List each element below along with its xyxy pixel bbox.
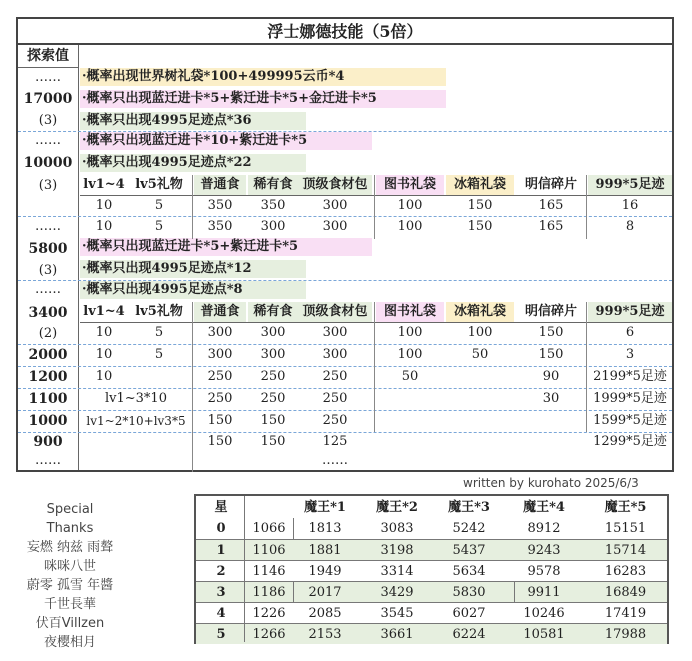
cell: 5	[154, 219, 164, 234]
divider	[374, 302, 375, 432]
divider	[586, 175, 587, 239]
star-row	[196, 623, 667, 644]
star-row	[196, 602, 667, 623]
cell: 250	[322, 391, 348, 406]
star-cell: 3545	[380, 606, 414, 621]
explore-1100: 1100	[28, 391, 68, 407]
cell: 165	[538, 198, 564, 213]
star-cell: 3083	[380, 521, 414, 536]
cell: 150	[207, 434, 233, 449]
star-cell: 10246	[523, 606, 565, 621]
cell: 250	[260, 369, 286, 384]
separator	[18, 410, 672, 411]
dots-label: ……	[35, 282, 61, 297]
cell: 300	[260, 347, 286, 362]
cell: 10	[95, 347, 113, 362]
cell: 50	[471, 347, 489, 362]
cell: 165	[538, 219, 564, 234]
thanks-name: 千世長華	[43, 597, 96, 612]
note-footprint-36: ·概率只出现4995足迹点*36	[80, 112, 306, 130]
column-divider	[78, 45, 79, 470]
cell: 10	[95, 219, 113, 234]
star-cell: 5437	[452, 543, 486, 558]
explore-2000: 2000	[28, 347, 68, 363]
cell: lv1~2*10+lv3*5	[86, 414, 186, 428]
cell: 250	[207, 391, 233, 406]
star-table	[194, 494, 669, 644]
dots-label: ……	[35, 70, 61, 85]
note-cards-17000: ·概率只出现蓝迁进卡*5+紫迁进卡*5+金迁进卡*5	[80, 90, 446, 108]
cell: 300	[322, 198, 348, 213]
cell: 100	[397, 198, 423, 213]
star-cell: 15151	[604, 521, 647, 536]
cell: 300	[322, 325, 348, 340]
skill-table	[16, 17, 674, 472]
cell: 350	[207, 198, 233, 213]
star-cell: 1066	[252, 521, 286, 536]
divider	[293, 581, 294, 602]
star-row	[196, 581, 667, 602]
col-footprint: 999*5足迹	[588, 302, 672, 322]
note-cards-5800: ·概率只出现蓝迁进卡*5+紫迁进卡*5	[80, 238, 372, 256]
cell: 250	[207, 369, 233, 384]
cell: ……	[322, 453, 348, 468]
cell: 6	[625, 325, 635, 340]
cell: 10	[95, 198, 113, 213]
star-cell: 10581	[523, 627, 565, 642]
star-cell: 3429	[380, 585, 414, 600]
separator	[18, 216, 672, 217]
col-book-bag: 图书礼袋	[376, 175, 444, 195]
star-cell: 5	[216, 627, 226, 642]
explore-10000: 10000	[23, 155, 73, 171]
author-credit: written by kurohato 2025/6/3	[463, 476, 639, 490]
thanks-name: 妄燃 纳兹 雨聱	[26, 540, 114, 555]
divider	[293, 518, 294, 539]
star-row	[196, 518, 667, 539]
star-cell: 6027	[452, 606, 486, 621]
star-row	[196, 539, 667, 560]
col-lv14: lv1~4	[83, 177, 125, 192]
cell: 350	[260, 198, 286, 213]
cell: 300	[207, 325, 233, 340]
divider	[192, 302, 193, 472]
star-cell: 5634	[452, 564, 486, 579]
explore-3400: 3400	[28, 305, 68, 321]
star-cell: 3198	[380, 543, 414, 558]
cell: 125	[322, 434, 348, 449]
divider	[80, 195, 672, 196]
cell: 3	[625, 347, 635, 362]
col-lv5: lv5礼物	[135, 304, 183, 319]
col-fridge-bag: 冰箱礼袋	[446, 302, 514, 322]
thanks-name: 伏百Villzen	[35, 616, 105, 631]
divider	[514, 581, 515, 602]
col-footprint: 999*5足迹	[588, 175, 672, 195]
cell: 1299*5足迹	[593, 434, 667, 449]
star-cell: 16849	[604, 585, 647, 600]
count-5800: (3)	[38, 263, 58, 278]
star-cell: 8912	[527, 521, 561, 536]
cell: 1599*5足迹	[593, 413, 667, 428]
star-cell: 2153	[308, 627, 342, 642]
dots-label: ……	[35, 133, 61, 148]
cell: 300	[207, 347, 233, 362]
cell: 250	[260, 391, 286, 406]
star-cell: 9911	[527, 585, 561, 600]
cell: 10	[95, 325, 113, 340]
cell: 300	[260, 325, 286, 340]
star-cell: 1949	[308, 564, 342, 579]
divider	[244, 496, 245, 642]
explore-5800: 5800	[28, 241, 68, 257]
cell: 50	[401, 369, 419, 384]
cell: 150	[260, 434, 286, 449]
col-rare-food: 稀有食	[248, 175, 298, 195]
star-cell: 17419	[604, 606, 647, 621]
star-cell: 3314	[380, 564, 414, 579]
col-normal-food: 普通食	[194, 175, 246, 195]
dots-label: ……	[35, 219, 61, 234]
special-thanks	[22, 500, 118, 652]
col-book-bag: 图书礼袋	[376, 302, 444, 322]
note-footprint-8: ·概率只出现4995足迹点*8	[80, 281, 306, 299]
star-cell: 2	[216, 564, 226, 579]
divider	[18, 67, 78, 68]
star-cell: 17988	[604, 627, 647, 642]
star-cell: 1186	[252, 585, 286, 600]
separator	[18, 366, 672, 367]
star-cell: 15714	[604, 543, 647, 558]
separator	[18, 388, 672, 389]
note-cards-10000: ·概率只出现蓝迁进卡*10+紫迁进卡*5	[80, 132, 372, 150]
count-3400: (2)	[38, 326, 58, 341]
cell: lv1~3*10	[105, 391, 167, 406]
star-cell: 16283	[604, 564, 647, 579]
cell: 100	[397, 325, 423, 340]
note-world-tree: ·概率出现世界树礼袋*100+499995云币*4	[80, 68, 446, 86]
star-col: 魔王*1	[304, 500, 346, 515]
cell: 350	[207, 219, 233, 234]
col-rare-food: 稀有食	[248, 302, 298, 322]
star-col: 魔王*5	[604, 500, 647, 515]
cell: 10	[95, 369, 113, 384]
cell: 16	[621, 198, 639, 213]
star-col: 魔王*2	[376, 500, 418, 515]
col-top-food: 顶级食材包	[298, 175, 372, 195]
dots-label: ……	[35, 453, 61, 468]
cell: 8	[625, 219, 635, 234]
count-17000: (3)	[38, 113, 58, 128]
thanks-name: 夜樱相月	[43, 635, 96, 650]
page-title: 浮士娜德技能（5倍）	[18, 19, 672, 45]
star-cell: 9578	[527, 564, 561, 579]
star-cell: 1106	[252, 543, 286, 558]
star-cell: 1146	[252, 564, 286, 579]
cell: 300	[260, 219, 286, 234]
col-postcard: 明信碎片	[524, 177, 577, 192]
cell: 150	[467, 219, 493, 234]
star-cell: 5242	[452, 521, 486, 536]
cell: 150	[538, 347, 564, 362]
star-col: 星	[214, 500, 228, 515]
star-cell: 4	[216, 606, 226, 621]
cell: 100	[397, 347, 423, 362]
cell: 150	[467, 198, 493, 213]
col-fridge-bag: 冰箱礼袋	[446, 175, 514, 195]
star-cell: 9243	[527, 543, 561, 558]
cell: 150	[207, 413, 233, 428]
cell: 2199*5足迹	[593, 369, 667, 384]
explore-1200: 1200	[28, 369, 68, 385]
explore-900: 900	[33, 434, 63, 450]
cell: 150	[538, 325, 564, 340]
cell: 300	[322, 347, 348, 362]
cell: 300	[322, 219, 348, 234]
star-cell: 0	[216, 521, 226, 536]
thanks-title: Special Thanks	[46, 502, 94, 536]
star-cell: 5830	[452, 585, 486, 600]
star-cell: 2017	[308, 585, 342, 600]
star-col: 魔王*4	[523, 500, 565, 515]
note-footprint-22: ·概率只出现4995足迹点*22	[80, 154, 306, 172]
cell: 100	[397, 219, 423, 234]
divider	[80, 322, 672, 323]
star-col: 魔王*3	[448, 500, 490, 515]
col-lv14: lv1~4	[83, 304, 125, 319]
explore-header: 探索值	[27, 48, 69, 64]
cell: 250	[322, 369, 348, 384]
cell: 150	[260, 413, 286, 428]
explore-1000: 1000	[28, 413, 68, 429]
cell: 250	[322, 413, 348, 428]
cell: 5	[154, 198, 164, 213]
star-row	[196, 560, 667, 581]
divider	[192, 175, 193, 239]
count-10000: (3)	[38, 178, 58, 193]
explore-17000: 17000	[23, 91, 73, 107]
separator	[18, 344, 672, 345]
col-lv5: lv5礼物	[135, 177, 183, 192]
star-cell: 3	[216, 585, 226, 600]
divider	[374, 175, 375, 239]
star-cell: 1226	[252, 606, 286, 621]
star-cell: 1	[216, 543, 226, 558]
thanks-name: 蔚零 孤雪 年醬	[26, 578, 114, 593]
star-cell: 2085	[308, 606, 342, 621]
col-normal-food: 普通食	[194, 302, 246, 322]
star-header	[196, 497, 667, 518]
note-footprint-12: ·概率只出现4995足迹点*12	[80, 260, 306, 278]
col-postcard: 明信碎片	[524, 304, 577, 319]
star-cell: 1266	[252, 627, 286, 642]
cell: 5	[154, 347, 164, 362]
thanks-name: 咪咪八世	[43, 559, 96, 574]
cell: 30	[542, 391, 560, 406]
cell: 1999*5足迹	[593, 391, 667, 406]
divider	[586, 302, 587, 432]
cell: 90	[542, 369, 560, 384]
star-cell: 3661	[380, 627, 414, 642]
star-cell: 1813	[308, 521, 342, 536]
col-top-food: 顶级食材包	[298, 302, 372, 322]
cell: 100	[467, 325, 493, 340]
star-cell: 1881	[308, 543, 342, 558]
star-cell: 6224	[452, 627, 486, 642]
cell: 5	[154, 325, 164, 340]
